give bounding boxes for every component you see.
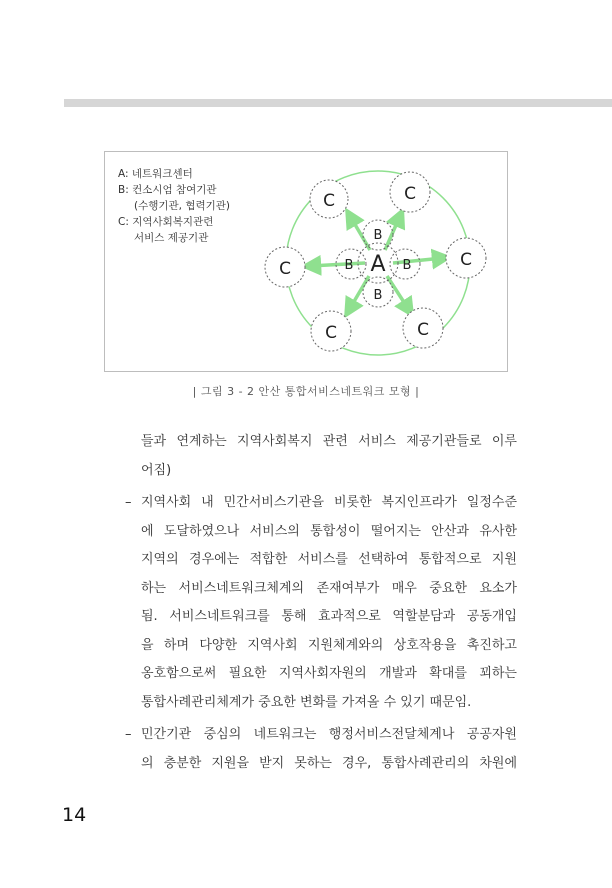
text-line: 의 충분한 지원을 받지 못하는 경우, 통합사례관리의 차원에 bbox=[141, 755, 517, 771]
arrow-lower-right bbox=[387, 276, 409, 310]
label-b-right: B bbox=[402, 258, 412, 273]
network-figure bbox=[104, 151, 508, 372]
text-line: 에 도달하였으나 서비스의 통합성이 떨어지는 안산과 유사한 bbox=[141, 523, 517, 539]
network-diagram bbox=[105, 152, 509, 373]
text-line: 하는 서비스네트워크체계의 존재여부가 매우 중요한 요소가 bbox=[141, 580, 517, 596]
text-line: 지역사회 내 민간서비스기관을 비롯한 복지인프라가 일정수준 bbox=[141, 495, 517, 510]
text-line: 민간기관 중심의 네트워크는 행정서비스전달체계나 공공자원 bbox=[141, 727, 517, 742]
label-c-1: C bbox=[323, 191, 335, 211]
text-line: 지역의 경우에는 적합한 서비스를 선택하여 통합적으로 지원 bbox=[141, 552, 517, 567]
bullet-dash: – bbox=[125, 495, 132, 510]
arrow-upper-left bbox=[350, 216, 370, 250]
paragraph-1 bbox=[125, 428, 517, 485]
arrow-upper-right bbox=[385, 216, 400, 250]
label-a: A bbox=[370, 252, 386, 277]
body-text bbox=[125, 428, 517, 782]
legend-b-detail: (수행기관, 협력기관) bbox=[134, 200, 231, 212]
text-line: 어짐) bbox=[141, 462, 172, 478]
header-rule bbox=[64, 99, 612, 107]
label-b-top: B bbox=[373, 228, 383, 243]
label-b-left: B bbox=[344, 258, 354, 273]
label-c-6: C bbox=[417, 320, 429, 340]
legend-c-detail: 서비스 제공기관 bbox=[134, 232, 209, 244]
label-c-2: C bbox=[404, 184, 416, 204]
text-line: 옹호함으로써 필요한 지역사회자원의 개발과 확대를 꾀하는 bbox=[141, 666, 517, 681]
arrow-right bbox=[393, 258, 443, 263]
paragraph-3 bbox=[125, 721, 517, 778]
label-c-3: C bbox=[279, 259, 291, 279]
label-c-5: C bbox=[325, 323, 337, 343]
arrow-lower-left bbox=[349, 276, 369, 310]
label-c-4: C bbox=[460, 250, 472, 270]
bullet-dash: – bbox=[125, 727, 132, 742]
text-line: 을 하며 다양한 지역사회 지원체계와의 상호작용을 촉진하고 bbox=[141, 637, 517, 653]
text-line: 들과 연계하는 지역사회복지 관련 서비스 제공기관들로 이루 bbox=[141, 434, 517, 449]
label-b-bottom: B bbox=[373, 288, 383, 303]
legend-c: C: 지역사회복지관련 bbox=[118, 216, 214, 228]
paragraph-2 bbox=[125, 489, 517, 717]
arrow-left bbox=[310, 263, 365, 266]
legend-a: A: 네트워크센터 bbox=[118, 168, 193, 180]
figure-caption: | 그림 3 - 2 안산 통합서비스네트워크 모형 | bbox=[192, 385, 420, 398]
text-line: 됨. 서비스네트워크를 통해 효과적으로 역할분담과 공동개입 bbox=[141, 609, 517, 624]
legend-b: B: 컨소시엄 참여기관 bbox=[118, 184, 217, 196]
page-number: 14 bbox=[62, 804, 87, 826]
text-line: 통합사례관리체계가 중요한 변화를 가져올 수 있기 때문임. bbox=[141, 694, 472, 710]
